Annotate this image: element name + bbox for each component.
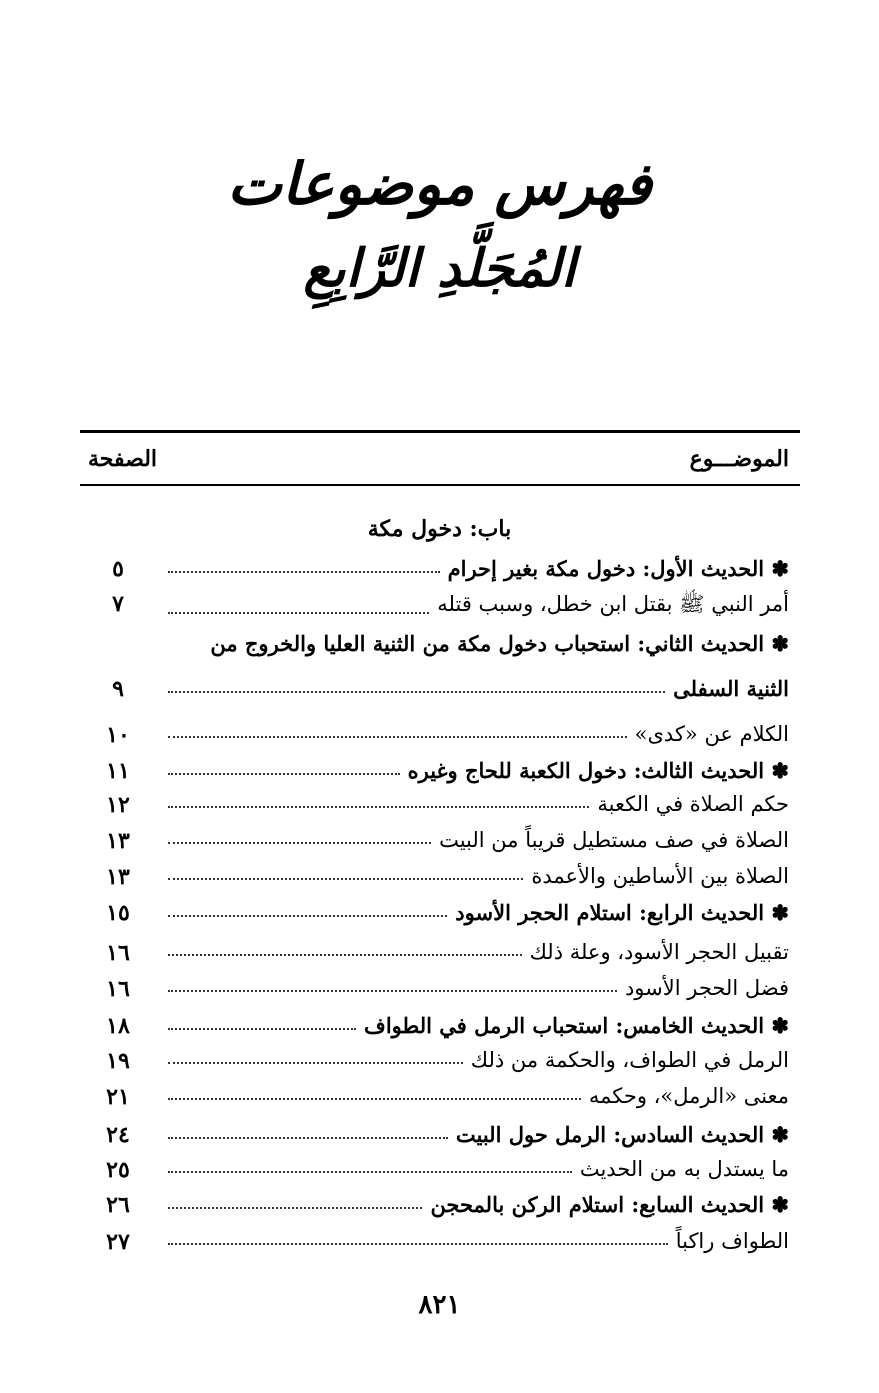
leader-dots xyxy=(168,1242,668,1245)
toc-entry xyxy=(168,591,789,622)
toc-entry xyxy=(168,940,789,964)
leader-dots xyxy=(168,1097,581,1100)
toc-page-number: ١١ xyxy=(106,758,130,784)
leader-dots xyxy=(168,989,617,992)
leader-dots xyxy=(168,1136,448,1139)
toc-entry-text: معنى «الرمل»، وحكمه xyxy=(588,1084,789,1108)
toc-entry xyxy=(168,722,789,746)
leader-dots xyxy=(168,841,431,844)
toc-page-number: ٢٤ xyxy=(106,1122,130,1148)
toc-page-number: ١٢ xyxy=(106,792,130,818)
leader-dots xyxy=(168,805,589,808)
toc-page-number: ٧ xyxy=(112,591,124,617)
toc-entry xyxy=(168,1229,789,1253)
page-column-header: الصفحة xyxy=(88,446,158,472)
toc-entry-text: ✽ الحديث السابع: استلام الركن بالمحجن xyxy=(430,1192,789,1217)
leader-dots xyxy=(168,914,447,917)
volume-subtitle: المُجَلَّدِ الرَّابِعِ xyxy=(303,238,576,299)
toc-entry-text: ✽ الحديث الرابع: استلام الحجر الأسود xyxy=(455,900,789,925)
leader-dots xyxy=(168,1061,463,1064)
leader-dots xyxy=(168,772,400,775)
toc-entry-text: حكم الصلاة في الكعبة xyxy=(597,792,789,816)
toc-entry xyxy=(168,1013,789,1038)
toc-page-number: ٢٦ xyxy=(106,1192,130,1218)
toc-page-number: ١٥ xyxy=(106,900,130,926)
leader-dots xyxy=(168,570,440,573)
section-title: باب: دخول مكة xyxy=(367,516,512,542)
leader-dots xyxy=(168,877,523,880)
toc-entry xyxy=(168,1084,789,1108)
toc-entry xyxy=(168,900,789,925)
toc-page-number: ١٦ xyxy=(106,940,130,966)
toc-entry xyxy=(168,864,789,888)
toc-entry-text: ما يستدل به من الحديث xyxy=(579,1157,789,1181)
toc-entry-text: الصلاة بين الأساطين والأعمدة xyxy=(531,864,789,888)
toc-entry-text: ✽ الحديث الثاني: استحباب دخول مكة من الثنية العليا والخروج من xyxy=(210,631,789,656)
toc-entry-text: ✽ الحديث السادس: الرمل حول البيت xyxy=(455,1122,789,1147)
toc-entry xyxy=(168,1048,789,1072)
leader-dots xyxy=(168,1027,356,1030)
toc-entry xyxy=(168,1192,789,1217)
leader-dots xyxy=(168,690,665,693)
toc-entry-text: الرمل في الطواف، والحكمة من ذلك xyxy=(470,1048,789,1072)
toc-entry xyxy=(168,828,789,852)
toc-entry-text: الطواف راكباً xyxy=(675,1229,789,1253)
toc-page-number: ١٩ xyxy=(106,1048,130,1074)
toc-entry xyxy=(168,1122,789,1147)
toc-entry xyxy=(168,556,789,581)
leader-dots xyxy=(168,735,627,738)
toc-entry-text: الثنية السفلى xyxy=(673,676,789,701)
toc-entry xyxy=(168,792,789,816)
toc-entry-text: ✽ الحديث الأول: دخول مكة بغير إحرام xyxy=(447,556,789,581)
toc-page-number: ١٣ xyxy=(106,864,130,890)
page-number: ٨٢١ xyxy=(418,1290,461,1320)
toc-page-number: ٢٥ xyxy=(106,1157,130,1183)
toc-page-number: ٢٧ xyxy=(106,1229,130,1255)
topic-column-header: الموضـــوع xyxy=(689,446,789,472)
toc-page-number: ٢١ xyxy=(106,1084,130,1110)
toc-entry-text: الصلاة في صف مستطيل قريباً من البيت xyxy=(439,828,789,852)
toc-page-number: ٥ xyxy=(112,556,124,582)
header-bottom-rule xyxy=(80,484,800,486)
header-top-rule xyxy=(80,430,800,433)
toc-entry-text: ✽ الحديث الخامس: استحباب الرمل في الطواف xyxy=(364,1013,789,1038)
toc-entry xyxy=(168,758,789,783)
toc-entry-text: الكلام عن «كدى» xyxy=(634,722,789,746)
toc-entry xyxy=(168,676,789,701)
toc-page-number: ١٠ xyxy=(106,722,130,748)
toc-entry-text: تقبيل الحجر الأسود، وعلة ذلك xyxy=(529,940,789,964)
toc-entry-text: ✽ الحديث الثالث: دخول الكعبة للحاج وغيره xyxy=(407,758,789,783)
toc-entry-text: أمر النبي ﷺ بقتل ابن خطل، وسبب قتله xyxy=(437,592,789,616)
toc-page-number: ٩ xyxy=(112,676,124,702)
leader-dots xyxy=(168,1206,422,1209)
toc-page-number: ١٦ xyxy=(106,976,130,1002)
toc-entry-text: فضل الحجر الأسود xyxy=(624,976,789,1000)
index-title: فهرس موضوعات xyxy=(227,150,652,218)
leader-dots xyxy=(168,953,522,956)
toc-entry xyxy=(168,1157,789,1181)
leader-dots xyxy=(168,611,429,614)
toc-entry xyxy=(168,976,789,1000)
leader-dots xyxy=(168,1170,572,1173)
toc-page-number: ١٣ xyxy=(106,828,130,854)
toc-page-number: ١٨ xyxy=(106,1013,130,1039)
